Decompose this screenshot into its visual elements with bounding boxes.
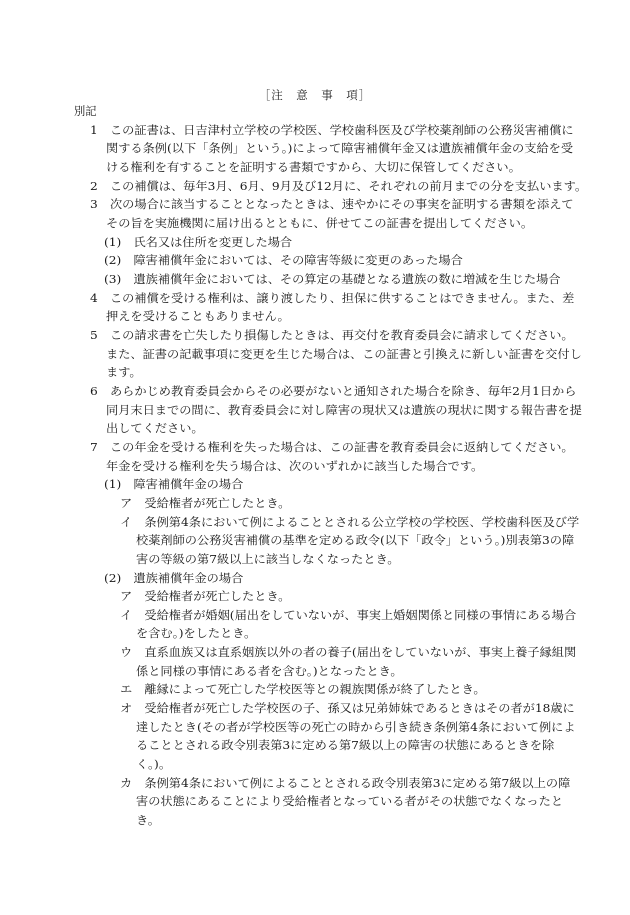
section-label: 別記 bbox=[74, 105, 97, 118]
text-line: ることとされる政令別表第3に定める第7級以上の障害の状態にあるときを除 bbox=[136, 739, 555, 752]
text-line: ア 受給権者が死亡したとき。 bbox=[120, 590, 291, 603]
text-line: エ 離縁によって死亡した学校医等との親族関係が終了したとき。 bbox=[120, 683, 486, 696]
text-line: 関する条例(以下「条例」という。)によって障害補償年金又は遺族補償年金の支給を受 bbox=[106, 142, 574, 155]
text-line: ウ 直系血族又は直系姻族以外の者の養子(届出をしていないが、事実上養子縁組関 bbox=[120, 646, 577, 659]
text-line: 同月末日までの間に、教育委員会に対し障害の現状又は遺族の現状に関する報告書を提 bbox=[106, 404, 582, 417]
text-line: 4 この補償を受ける権利は、譲り渡したり、担保に供することはできません。また、差 bbox=[90, 292, 575, 305]
text-line: (3) 遺族補償年金においては、その算定の基礎となる遺族の数に増減を生じた場合 bbox=[104, 273, 561, 286]
text-line: (1) 氏名又は住所を変更した場合 bbox=[104, 236, 293, 249]
text-line: 害の等級の第7級以上に該当しなくなったとき。 bbox=[136, 553, 400, 566]
text-line: ア 受給権者が死亡したとき。 bbox=[120, 497, 291, 510]
notes-heading: ［注 意 事 項］ bbox=[258, 88, 372, 102]
text-line: 7 この年金を受ける権利を失った場合は、この証書を教育委員会に返納してください。 bbox=[90, 441, 574, 454]
text-line: き。 bbox=[136, 814, 160, 827]
text-line: 出してください。 bbox=[106, 422, 204, 435]
text-line: 2 この補償は、毎年3月、6月、9月及び12月に、それぞれの前月までの分を支払います。 bbox=[90, 180, 588, 193]
text-line: オ 受給権者が死亡した学校医の子、孫又は兄弟姉妹であるときはその者が18歳に bbox=[120, 702, 575, 715]
text-line: 1 この証書は、日吉津村立学校の学校医、学校歯科医及び学校薬剤師の公務災害補償に bbox=[90, 124, 574, 137]
text-line: その旨を実施機関に届け出るとともに、併せてこの証書を提出してください。 bbox=[106, 217, 534, 230]
text-line: また、証書の記載事項に変更を生じた場合は、この証書と引換えに新しい証書を交付し bbox=[106, 348, 582, 361]
text-line: 年金を受ける権利を失う場合は、次のいずれかに該当した場合です。 bbox=[106, 460, 484, 473]
text-line: 害の状態にあることにより受給権者となっている者がその状態でなくなったと bbox=[136, 795, 564, 808]
text-line: (2) 障害補償年金においては、その障害等級に変更のあった場合 bbox=[104, 254, 463, 267]
text-line: 達したとき(その者が学校医等の死亡の時から引き続き条例第4条において例によ bbox=[136, 721, 576, 734]
text-line: 係と同様の事情にある者を含む。)となったとき。 bbox=[136, 665, 403, 678]
text-line: イ 条例第4条において例によることとされる公立学校の学校医、学校歯科医及び学 bbox=[120, 516, 580, 529]
text-line: 校薬剤師の公務災害補償の基準を定める政令(以下「政令」という。)別表第3の障 bbox=[136, 534, 575, 547]
text-line: 5 この請求書を亡失したり損傷したときは、再交付を教育委員会に請求してください。 bbox=[90, 329, 574, 342]
text-line: (1) 障害補償年金の場合 bbox=[104, 478, 244, 491]
text-line: く。)。 bbox=[136, 758, 172, 771]
text-line: 3 次の場合に該当することとなったときは、速やかにその事実を証明する書類を添えて bbox=[90, 198, 574, 211]
text-line: を含む。)をしたとき。 bbox=[136, 627, 257, 640]
text-line: 押えを受けることもありません。 bbox=[106, 310, 290, 323]
text-line: ます。 bbox=[106, 366, 142, 379]
text-line: ける権利を有することを証明する書類ですから、大切に保管してください。 bbox=[106, 161, 521, 174]
text-line: (2) 遺族補償年金の場合 bbox=[104, 572, 244, 585]
text-line: イ 受給権者が婚姻(届出をしていないが、事実上婚姻関係と同様の事情にある場合 bbox=[120, 609, 577, 622]
text-line: 6 あらかじめ教育委員会からその必要がないと通知された場合を除き、毎年2月1日から bbox=[90, 385, 577, 398]
text-line: カ 条例第4条において例によることとされる政令別表第3に定める第7級以上の障 bbox=[120, 777, 571, 790]
